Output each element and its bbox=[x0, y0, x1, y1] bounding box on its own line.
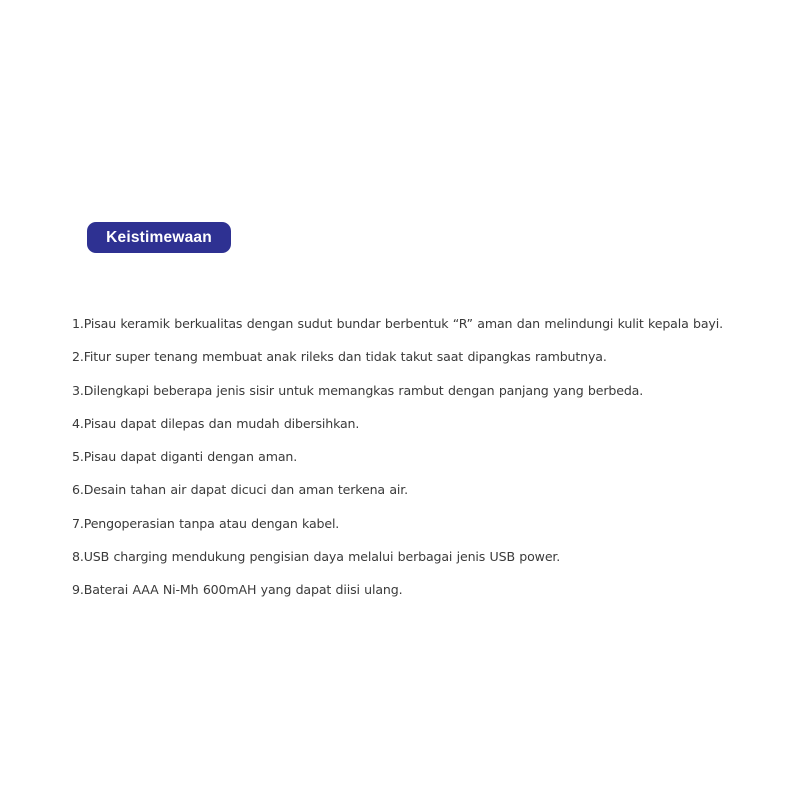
feature-item: 3.Dilengkapi beberapa jenis sisir untuk memangkas rambut dengan panjang yang berbeda. bbox=[72, 382, 644, 398]
feature-item: 1.Pisau keramik berkualitas dengan sudut bundar berbentuk “R” aman dan melindungi kulit kepala bayi. bbox=[72, 316, 723, 331]
feature-item: 2.Fitur super tenang membuat anak rileks dan tidak takut saat dipangkas rambutnya. bbox=[72, 349, 607, 365]
feature-item: 5.Pisau dapat diganti dengan aman. bbox=[72, 449, 298, 465]
section-heading-badge: Keistimewaan bbox=[87, 222, 231, 253]
feature-item: 8.USB charging mendukung pengisian daya melalui berbagai jenis USB power. bbox=[72, 549, 561, 565]
feature-item: 7.Pengoperasian tanpa atau dengan kabel. bbox=[72, 515, 340, 531]
feature-item: 6.Desain tahan air dapat dicuci dan aman terkena air. bbox=[72, 482, 408, 498]
feature-list bbox=[72, 307, 788, 607]
feature-item: 9.Baterai AAA Ni-Mh 600mAH yang dapat diisi ulang. bbox=[72, 582, 403, 598]
feature-item: 4.Pisau dapat dilepas dan mudah dibersihkan. bbox=[72, 415, 360, 431]
